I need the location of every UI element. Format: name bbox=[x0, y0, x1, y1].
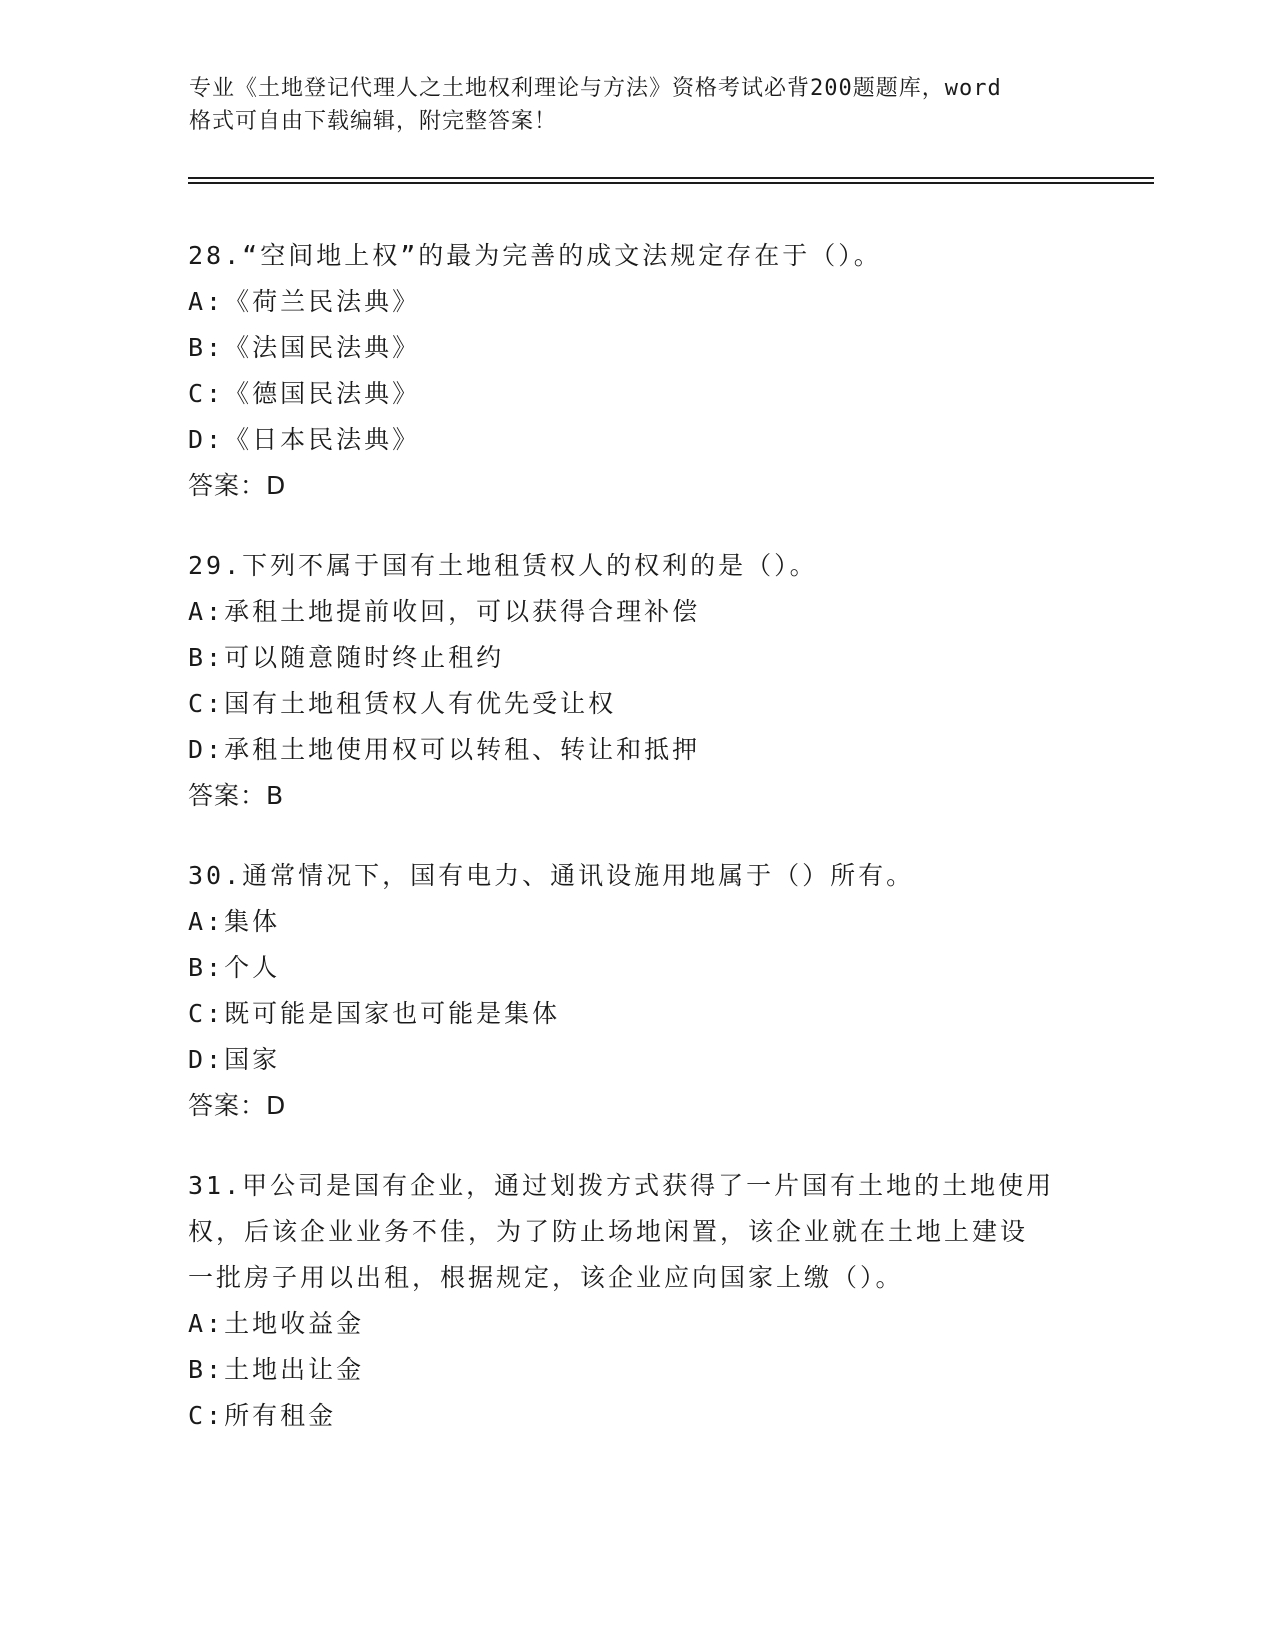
option-c: C:所有租金 bbox=[188, 1401, 337, 1430]
option-a: A:承租土地提前收回，可以获得合理补偿 bbox=[188, 597, 701, 626]
question-stem-line-2: 权，后该企业业务不佳，为了防止场地闲置，该企业就在土地上建设 bbox=[188, 1217, 1029, 1246]
question-stem: 29.下列不属于国有土地租赁权人的权利的是（）。 bbox=[188, 551, 818, 580]
question-stem bbox=[188, 1163, 1088, 1301]
option-d: D:承租土地使用权可以转租、转让和抵押 bbox=[188, 735, 701, 764]
option-a: A:《荷兰民法典》 bbox=[188, 287, 421, 316]
question-stem: 28.“空间地上权”的最为完善的成文法规定存在于（）。 bbox=[188, 241, 882, 270]
answer-label: 答案：B bbox=[188, 781, 285, 810]
option-c: C:国有土地租赁权人有优先受让权 bbox=[188, 689, 617, 718]
option-b: B:可以随意随时终止租约 bbox=[188, 643, 505, 672]
option-a: A:集体 bbox=[188, 907, 281, 936]
option-b: B:土地出让金 bbox=[188, 1355, 365, 1384]
answer-label: 答案：D bbox=[188, 1091, 287, 1120]
option-b: B:个人 bbox=[188, 953, 281, 982]
header-divider-bottom bbox=[188, 182, 1154, 184]
header-line-1: 专业《土地登记代理人之土地权利理论与方法》资格考试必背200题题库，word bbox=[189, 76, 1002, 101]
answer-label: 答案：D bbox=[188, 471, 287, 500]
question-stem: 30.通常情况下，国有电力、通讯设施用地属于（）所有。 bbox=[188, 861, 915, 890]
question-31 bbox=[188, 1163, 1088, 1439]
option-b: B:《法国民法典》 bbox=[188, 333, 421, 362]
question-stem-line-3: 一批房子用以出租，根据规定，该企业应向国家上缴（）。 bbox=[188, 1263, 904, 1292]
option-d: D:《日本民法典》 bbox=[188, 425, 421, 454]
header-divider-top bbox=[188, 177, 1154, 179]
option-a: A:土地收益金 bbox=[188, 1309, 365, 1338]
question-28 bbox=[188, 233, 1088, 509]
option-d: D:国家 bbox=[188, 1045, 281, 1074]
option-c: C:既可能是国家也可能是集体 bbox=[188, 999, 561, 1028]
question-30 bbox=[188, 853, 1088, 1129]
question-list bbox=[188, 233, 1088, 1473]
document-header bbox=[189, 72, 1089, 138]
option-c: C:《德国民法典》 bbox=[188, 379, 421, 408]
question-29 bbox=[188, 543, 1088, 819]
question-stem-line-1: 31.甲公司是国有企业，通过划拨方式获得了一片国有土地的土地使用 bbox=[188, 1171, 1055, 1200]
header-line-2: 格式可自由下载编辑，附完整答案！ bbox=[189, 109, 558, 134]
